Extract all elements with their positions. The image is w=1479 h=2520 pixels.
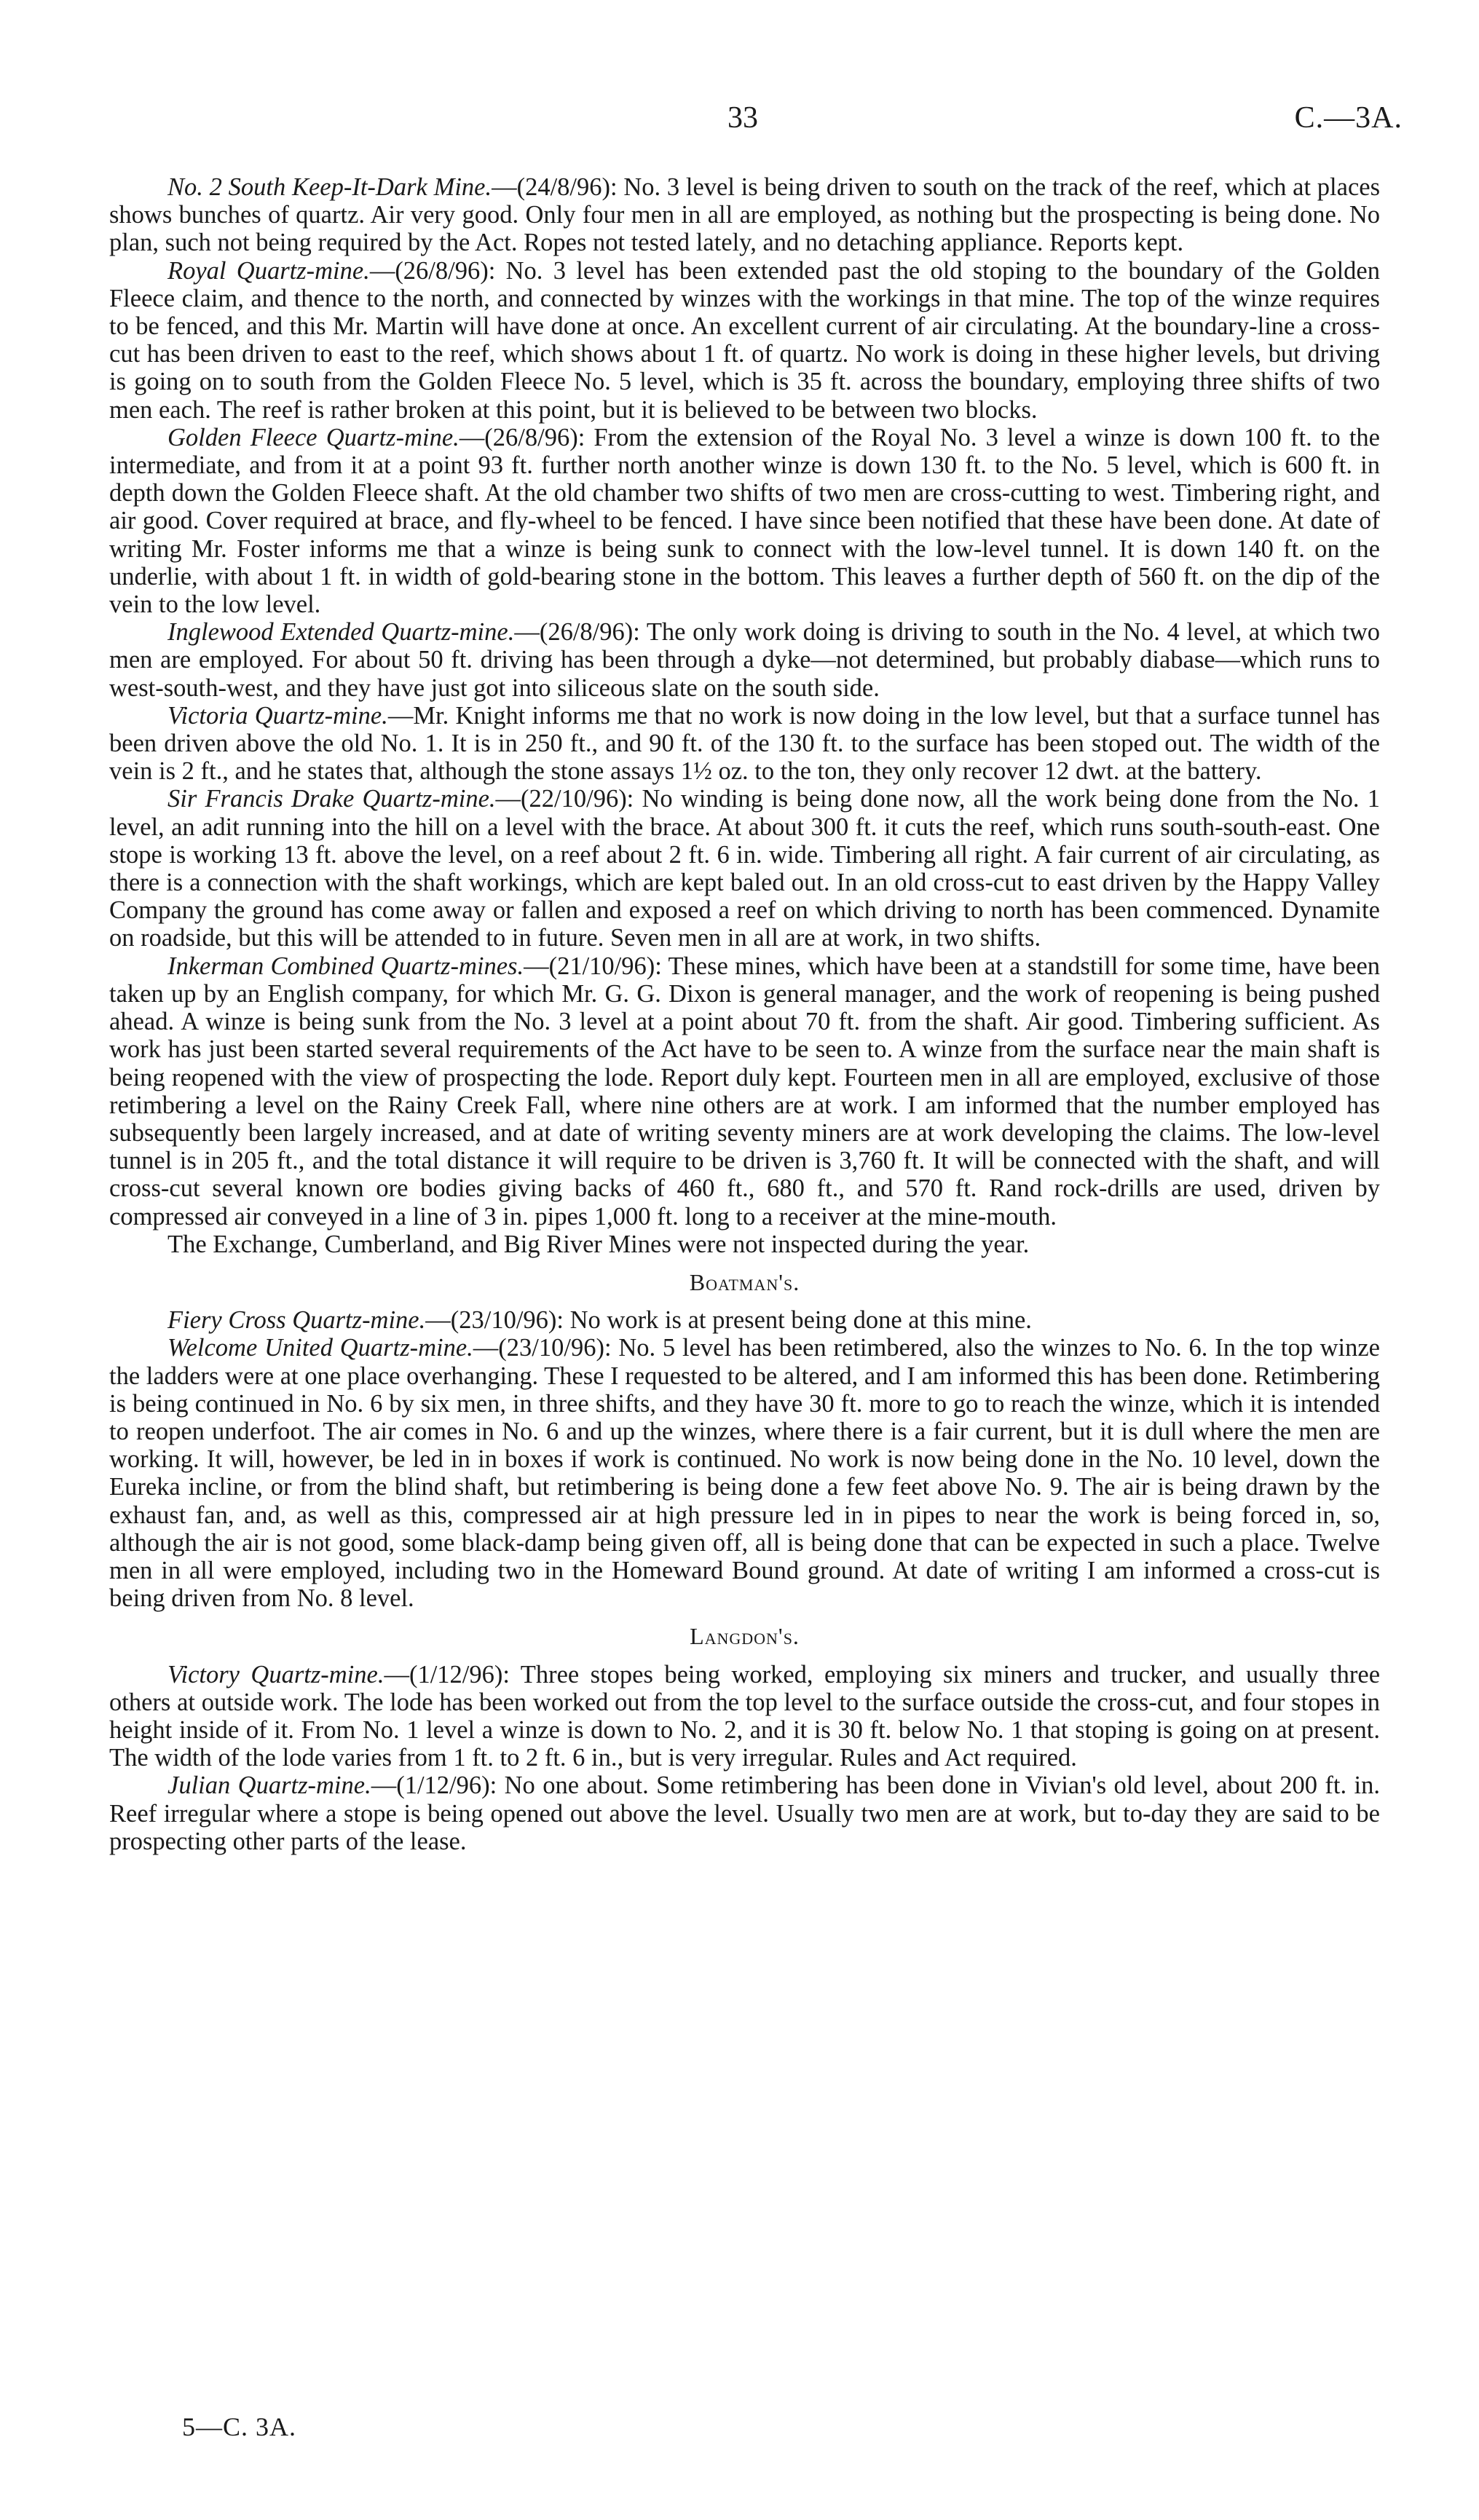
paragraph-text: —(24/8/96): No. 3 level is being driven to south on the track of the reef, which at places shows bunches of quartz. Air very good. Only four men in all are employed, as nothing but the prospecting is being done. No plan, such not being required by the Act. Ropes not tested lately, and no detaching appliance. Reports kept. xyxy=(109,173,1380,257)
mine-title: Sir Francis Drake Quartz-mine. xyxy=(167,785,496,813)
body-text xyxy=(109,173,1380,1855)
paragraph-victoria-quartz-mine xyxy=(109,702,1380,786)
mine-title: Victoria Quartz-mine. xyxy=(167,701,388,730)
mine-title: No. 2 South Keep-It-Dark Mine. xyxy=(167,173,492,201)
mine-title: Victory Quartz-mine. xyxy=(167,1660,384,1688)
paragraph-text: —Mr. Knight informs me that no work is now doing in the low level, but that a surface tunnel has been driven above the old No. 1. It is in 250 ft., and 90 ft. of the 130 ft. to the surface has been stoped out. The width of the vein is 2 ft., and he states that, although the stone assays 1½ oz. to the ton, they only recover 12 dwt. at the battery. xyxy=(109,701,1380,786)
paragraph-inglewood-extended xyxy=(109,618,1380,702)
paragraph-text: —(1/12/96): Three stopes being worked, employing six miners and trucker, and usually three others at outside work. The lode has been worked out from the top level to the surface outside the cross-cut, and four stopes in height inside of it. From No. 1 level a winze is down to No. 2, and it is 30 ft. below No. 1 that stoping is going on at present. The width of the lode varies from 1 ft. to 2 ft. 6 in., but is very irregular. Rules and Act required. xyxy=(109,1660,1381,1772)
section-heading-langdons: Langdon's. xyxy=(690,1623,800,1650)
document-reference: C.—3A. xyxy=(1294,101,1403,135)
paragraph-golden-fleece xyxy=(109,424,1380,618)
mine-title: Fiery Cross Quartz-mine. xyxy=(167,1306,426,1335)
paragraph-text: —(26/8/96): From the extension of the Royal No. 3 level a winze is down 100 ft. to the intermediate, and from it at a point 93 ft. further north another winze is down 130 ft. to the No. 5 level, which is 600 ft. in depth down the Golden Fleece shaft. At the old chamber two shifts of two men are cross-cutting to west. Timbering right, and air good. Cover required at brace, and fly-wheel to be fenced. I have since been notified that these have been done. At date of writing Mr. Foster informs me that a winze is being sunk to connect with the low-level tunnel. It is down 140 ft. on the underlie, with about 1 ft. in width of gold-bearing stone in the bottom. This leaves a further depth of 560 ft. on the dip of the vein to the low level. xyxy=(109,423,1380,619)
mine-title: Royal Quartz-mine. xyxy=(167,256,370,285)
paragraph-text: —(21/10/96): These mines, which have been at a standstill for some time, have been taken up by an English company, for which Mr. G. G. Dixon is general manager, and the work of reopening is being pushed ahead. A winze is being sunk from the No. 3 level at a point about 70 ft. from the shaft. Air good. Timbering sufficient. As work has just been started several requirements of the Act have to be seen to. A winze from the surface near the main shaft is being reopened with the view of prospecting the lode. Report duly kept. Fourteen men in all are employed, exclusive of those retimbering a level on the Rainy Creek Fall, where nine others are at work. I am informed that the number employed has subsequently been largely increased, and at date of writing seventy miners are at work developing the claims. The low-level tunnel is in 205 ft., and the total distance it will require to be driven is 3,760 ft. It will be connected with the shaft, and will cross-cut several known ore bodies giving backs of 460 ft., 680 ft., and 570 ft. Rand rock-drills are used, driven by compressed air conveyed in a line of 3 in. pipes 1,000 ft. long to a receiver at the mine-mouth. xyxy=(109,952,1381,1231)
paragraph-julian-quartz-mine xyxy=(109,1771,1380,1855)
mine-title: Welcome United Quartz-mine. xyxy=(167,1334,473,1362)
mine-title: Inkerman Combined Quartz-mines. xyxy=(167,952,524,980)
paragraph-text: The Exchange, Cumberland, and Big River Mines were not inspected during the year. xyxy=(167,1230,1030,1258)
paragraph-royal-quartz-mine xyxy=(109,257,1380,424)
paragraph-text: —(26/8/96): The only work doing is driving to south in the No. 4 level, at which two men are employed. For about 50 ft. driving has been through a dyke—not determined, but probably diabase—which runs to west-south-west, and they have just got into siliceous slate on the south side. xyxy=(109,618,1380,702)
mine-title: Golden Fleece Quartz-mine. xyxy=(167,423,460,451)
paragraph-not-inspected xyxy=(109,1231,1380,1258)
section-heading-boatmans: Boatman's. xyxy=(689,1268,800,1295)
paragraph-text: —(26/8/96): No. 3 level has been extended past the old stoping to the boundary of the Golden Fleece claim, and thence to the north, and connected by winzes with the workings in that mine. The top of the winze requires to be fenced, and this Mr. Martin will have done at once. An excellent current of air circulating. At the boundary-line a cross-cut has been driven to east to the reef, which shows about 1 ft. of quartz. No work is doing in these higher levels, but driving is going on to south from the Golden Fleece No. 5 level, which is 35 ft. across the boundary, employing three shifts of two men each. The reef is rather broken at this point, but it is believed to be between two blocks. xyxy=(109,256,1380,424)
mine-title: Julian Quartz-mine. xyxy=(167,1771,371,1800)
paragraph-victory-quartz-mine xyxy=(109,1661,1380,1772)
paragraph-no2-south-keep-it-dark xyxy=(109,173,1380,257)
mine-title: Inglewood Extended Quartz-mine. xyxy=(167,618,515,647)
paragraph-text: —(23/10/96): No work is at present being done at this mine. xyxy=(425,1306,1032,1335)
page-number: 33 xyxy=(727,101,758,135)
paragraph-fiery-cross xyxy=(109,1306,1380,1334)
paragraph-text: —(23/10/96): No. 5 level has been retimbered, also the winzes to No. 6. In the top winze the ladders were at one place overhanging. These I requested to be altered, and I am informed this has been done. Retimbering is being continued in No. 6 by six men, in three shifts, and they have 30 ft. more to go to reach the winze, which it is intended to reopen underfoot. The air comes in No. 6 and up the winzes, where there is a fair current, but it is dull where the men are working. It will, however, be led in in boxes if work is continued. No work is now being done in the No. 10 level, down the Eureka incline, or from the blind shaft, but retimbering is being done a few feet above No. 9. The air is being drawn by the exhaust fan, and, as well as this, compressed air at high pressure led in in pipes to near the work is being forced in, so, although the air is not good, some black-damp being given off, all is being done that can be expected in such a place. Twelve men in all were employed, including two in the Homeward Bound ground. At date of writing I am informed a cross-cut is being driven from No. 8 level. xyxy=(109,1334,1380,1613)
paragraph-welcome-united xyxy=(109,1334,1380,1612)
paragraph-text: —(1/12/96): No one about. Some retimbering has been done in Vivian's old level, about 200 ft. in. Reef irregular where a stope is being opened out above the level. Usually two men are at work, but to-day they are said to be prospecting other parts of the lease. xyxy=(109,1771,1381,1855)
signature-mark: 5—C. 3A. xyxy=(182,2412,297,2441)
paragraph-inkerman-combined xyxy=(109,952,1380,1231)
paragraph-sir-francis-drake xyxy=(109,785,1380,952)
paragraph-text: —(22/10/96): No winding is being done now, all the work being done from the No. 1 level, an adit running into the hill on a level with the brace. At about 300 ft. it cuts the reef, which runs south-south-east. One stope is working 13 ft. above the level, on a reef about 2 ft. 6 in. wide. Timbering all right. A fair current of air circulating, as there is a connection with the shaft workings, which are kept baled out. In an old cross-cut to east driven by the Happy Valley Company the ground has come away or fallen and exposed a reef on which driving to north has been commenced. Dynamite on roadside, but this will be attended to in future. Seven men in all are at work, in two shifts. xyxy=(109,785,1380,952)
